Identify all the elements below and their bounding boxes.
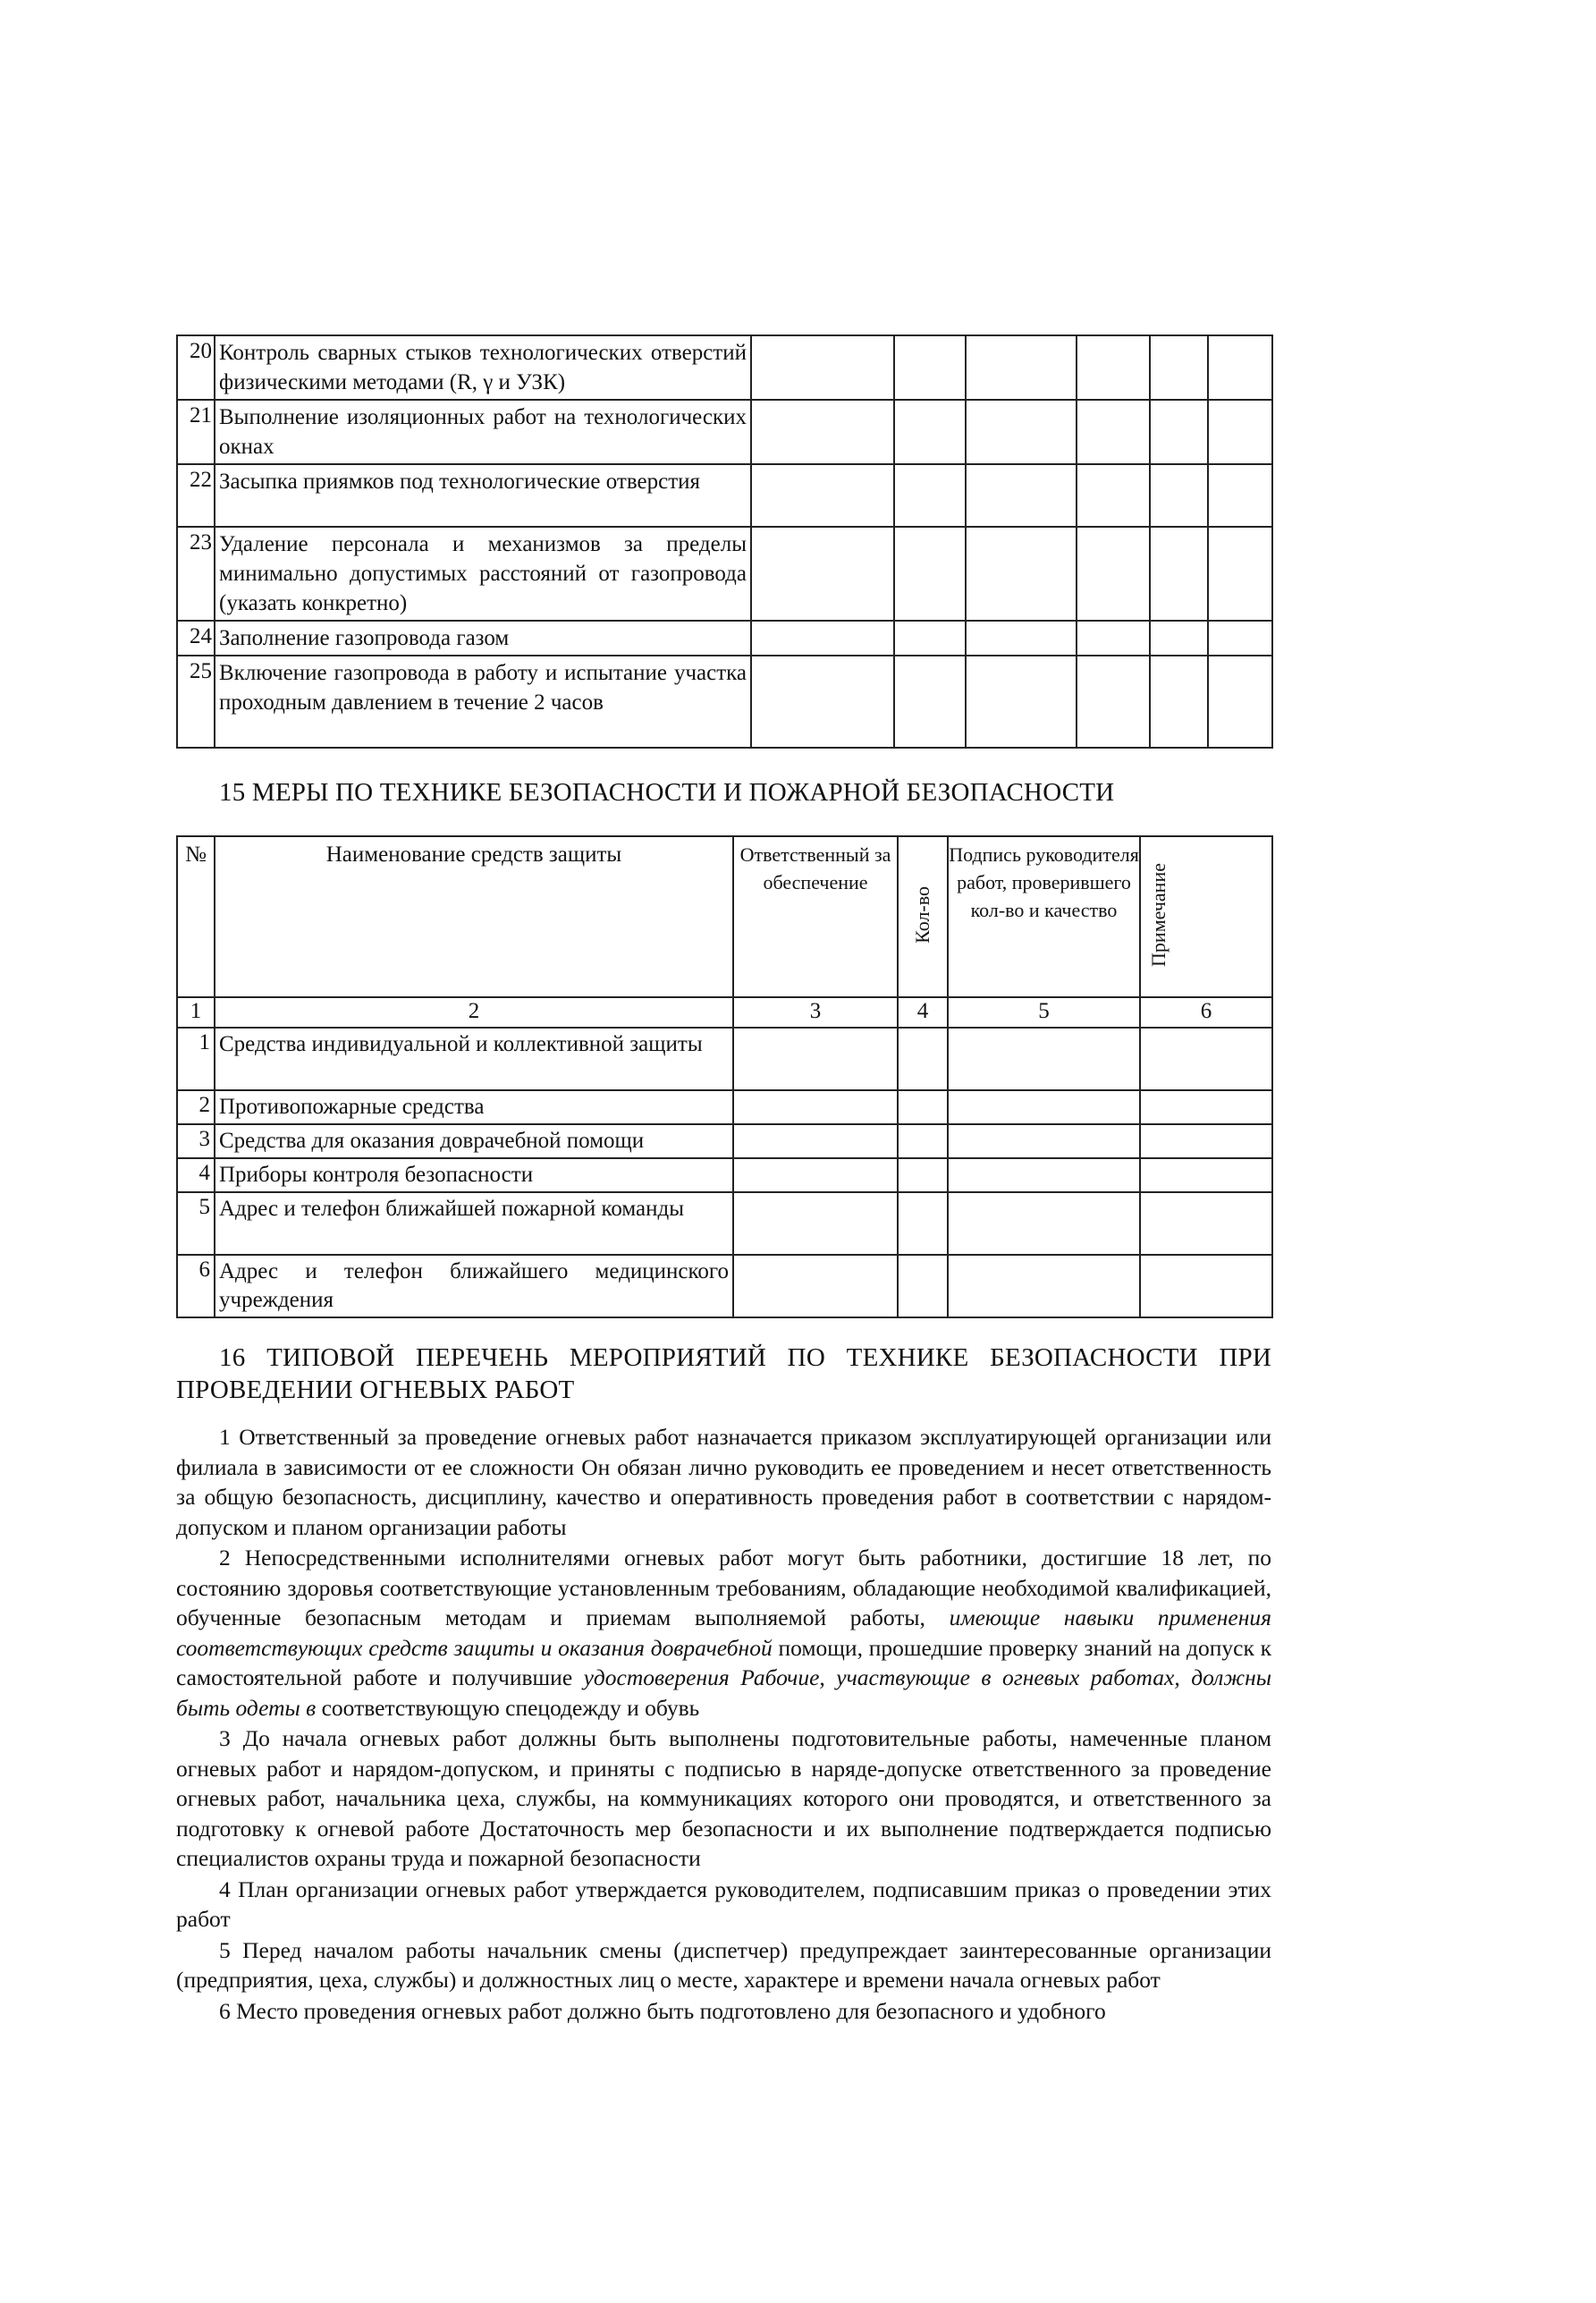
row-number: 5 — [177, 1192, 215, 1255]
empty-cell — [751, 400, 894, 464]
empty-cell — [751, 656, 894, 748]
row-number: 25 — [177, 656, 215, 748]
note-vertical-label: Примечание — [1147, 862, 1170, 967]
col-header-num: № — [177, 836, 215, 997]
row-number: 2 — [177, 1090, 215, 1124]
table-row — [177, 400, 1272, 464]
table-row — [177, 621, 1272, 656]
empty-cell — [751, 464, 894, 527]
empty-cell — [1077, 335, 1150, 400]
row-text: Противопожарные средства — [215, 1090, 733, 1124]
table-row — [177, 464, 1272, 527]
empty-cell — [966, 464, 1077, 527]
empty-cell — [894, 621, 966, 656]
empty-cell — [1140, 1090, 1272, 1124]
col-number: 2 — [215, 997, 733, 1028]
empty-cell — [733, 1028, 898, 1090]
section-16-body — [176, 1422, 1271, 2026]
empty-cell — [733, 1192, 898, 1255]
empty-cell — [894, 335, 966, 400]
row-text: Адрес и телефон ближайшей пожарной команды — [215, 1192, 733, 1255]
empty-cell — [1140, 1255, 1272, 1317]
empty-cell — [966, 527, 1077, 621]
row-number: 3 — [177, 1124, 215, 1158]
empty-cell — [948, 1192, 1140, 1255]
table-row — [177, 656, 1272, 748]
empty-cell — [898, 1124, 948, 1158]
paragraph-2 — [176, 1543, 1271, 1723]
row-number: 1 — [177, 1028, 215, 1090]
col-number: 5 — [948, 997, 1140, 1028]
row-text: Заполнение газопровода газом — [215, 621, 751, 656]
header-row — [177, 836, 1272, 997]
empty-cell — [751, 335, 894, 400]
empty-cell — [898, 1028, 948, 1090]
qty-vertical-label: Кол-во — [911, 885, 933, 944]
paragraph-2-part-e: соответствующую спецодежду и обувь — [316, 1694, 700, 1721]
paragraph-2-italic-b: имеющие навыки применения соответствующих средств защиты и оказания доврачебной — [176, 1604, 1271, 1661]
empty-cell — [1208, 335, 1272, 400]
empty-cell — [1140, 1158, 1272, 1192]
empty-cell — [1140, 1192, 1272, 1255]
empty-cell — [894, 400, 966, 464]
empty-cell — [966, 335, 1077, 400]
col-number: 3 — [733, 997, 898, 1028]
empty-cell — [894, 527, 966, 621]
row-number: 20 — [177, 335, 215, 400]
table-row — [177, 335, 1272, 400]
section-16-heading: 16 ТИПОВОЙ ПЕРЕЧЕНЬ МЕРОПРИЯТИЙ ПО ТЕХНИКЕ БЕЗОПАСНОСТИ ПРИ ПРОВЕДЕНИИ ОГНЕВЫХ РАБОТ — [176, 1343, 1271, 1404]
row-number: 24 — [177, 621, 215, 656]
col-number: 1 — [177, 997, 215, 1028]
empty-cell — [1077, 656, 1150, 748]
empty-cell — [1140, 1028, 1272, 1090]
empty-cell — [733, 1158, 898, 1192]
empty-cell — [733, 1124, 898, 1158]
paragraph-2-part-c: помощи, прошедшие проверку знаний на допуск к самостоятельной работе и получившие — [176, 1634, 1271, 1690]
col-header-qty — [898, 836, 948, 997]
col-number: 6 — [1140, 997, 1272, 1028]
empty-cell — [894, 656, 966, 748]
empty-cell — [966, 621, 1077, 656]
col-header-signature: Подпись руководителя работ, проверившего кол-во и качество — [948, 836, 1140, 997]
empty-cell — [898, 1158, 948, 1192]
empty-cell — [966, 656, 1077, 748]
empty-cell — [948, 1124, 1140, 1158]
row-text: Контроль сварных стыков технологических отверстий физическими методами (R, γ и УЗК) — [215, 335, 751, 400]
col-header-name: Наименование средств защиты — [215, 836, 733, 997]
table-row — [177, 1255, 1272, 1317]
row-text: Засыпка приямков под технологические отверстия — [215, 464, 751, 527]
table-row — [177, 1028, 1272, 1090]
empty-cell — [948, 1028, 1140, 1090]
empty-cell — [1150, 621, 1208, 656]
safety-means-table — [176, 835, 1273, 1318]
row-number: 21 — [177, 400, 215, 464]
paragraph-2-italic-d: удостоверения Рабочие, участвующие в огневых работах, должны быть одеты в — [176, 1664, 1271, 1721]
paragraph-2-part-a: 2 Непосредственными исполнителями огневых работ могут быть работники, достигшие 18 лет, по состоянию здоровья соответствующие установленным требованиям, обладающие необходимой квалификацией, обученные безопасным методам и приемам выполняемой работы, — [176, 1545, 1271, 1630]
table-row — [177, 1192, 1272, 1255]
paragraph-4: 4 План организации огневых работ утверждается руководителем, подписавшим приказ о проведении этих работ — [176, 1875, 1271, 1932]
row-number: 22 — [177, 464, 215, 527]
paragraph-5: 5 Перед началом работы начальник смены (диспетчер) предупреждает заинтересованные организации (предприятия, цеха, службы) и должностных лиц о месте, характере и времени начала огневых работ — [176, 1936, 1271, 1993]
empty-cell — [948, 1090, 1140, 1124]
empty-cell — [898, 1090, 948, 1124]
row-text: Средства индивидуальной и коллективной защиты — [215, 1028, 733, 1090]
row-text: Выполнение изоляционных работ на технологических окнах — [215, 400, 751, 464]
empty-cell — [1150, 527, 1208, 621]
paragraph-3: 3 До начала огневых работ должны быть выполнены подготовительные работы, намеченные планом огневых работ и нарядом-допуском, и приняты с подписью в наряде-допуске ответственного за проведение огневых работ, начальника цеха, службы, на коммуникациях которого они проводятся, и ответственного за подготовку к огневой работе Достаточность мер безопасности и их выполнение подтверждается подписью специалистов охраны труда и пожарной безопасности — [176, 1725, 1271, 1871]
row-number: 23 — [177, 527, 215, 621]
empty-cell — [733, 1255, 898, 1317]
col-number: 4 — [898, 997, 948, 1028]
table-row — [177, 1090, 1272, 1124]
empty-cell — [1208, 621, 1272, 656]
empty-cell — [1077, 400, 1150, 464]
table-row — [177, 527, 1272, 621]
empty-cell — [948, 1255, 1140, 1317]
empty-cell — [1077, 464, 1150, 527]
empty-cell — [733, 1090, 898, 1124]
empty-cell — [1208, 400, 1272, 464]
empty-cell — [1150, 656, 1208, 748]
table-row — [177, 1124, 1272, 1158]
row-text: Адрес и телефон ближайшего медицинского учреждения — [215, 1255, 733, 1317]
empty-cell — [898, 1255, 948, 1317]
empty-cell — [1140, 1124, 1272, 1158]
paragraph-6: 6 Место проведения огневых работ должно быть подготовлено для безопасного и удобного — [219, 1997, 1106, 2024]
empty-cell — [898, 1192, 948, 1255]
empty-cell — [1150, 464, 1208, 527]
empty-cell — [948, 1158, 1140, 1192]
table-row — [177, 1158, 1272, 1192]
empty-cell — [894, 464, 966, 527]
empty-cell — [1150, 400, 1208, 464]
work-steps-table — [176, 334, 1273, 749]
row-text: Удаление персонала и механизмов за пределы минимально допустимых расстояний от газопровода (указать конкретно) — [215, 527, 751, 621]
empty-cell — [966, 400, 1077, 464]
section-15-heading: 15 МЕРЫ ПО ТЕХНИКЕ БЕЗОПАСНОСТИ И ПОЖАРНОЙ БЕЗОПАСНОСТИ — [219, 778, 1115, 807]
row-number: 4 — [177, 1158, 215, 1192]
empty-cell — [1150, 335, 1208, 400]
row-text: Приборы контроля безопасности — [215, 1158, 733, 1192]
empty-cell — [751, 621, 894, 656]
row-number: 6 — [177, 1255, 215, 1317]
empty-cell — [1208, 656, 1272, 748]
empty-cell — [1077, 621, 1150, 656]
row-text: Включение газопровода в работу и испытание участка проходным давлением в течение 2 часов — [215, 656, 751, 748]
empty-cell — [1208, 464, 1272, 527]
col-header-responsible: Ответственный за обеспечение — [733, 836, 898, 997]
empty-cell — [1208, 527, 1272, 621]
empty-cell — [1077, 527, 1150, 621]
row-text: Средства для оказания доврачебной помощи — [215, 1124, 733, 1158]
empty-cell — [751, 527, 894, 621]
col-header-note — [1140, 836, 1272, 997]
column-number-row — [177, 997, 1272, 1028]
paragraph-1: 1 Ответственный за проведение огневых работ назначается приказом эксплуатирующей организации или филиала в зависимости от ее сложности Он обязан лично руководить ее проведением и несет ответственность за общую безопасность, дисциплину, качество и оперативность проведения работ в соответствии с нарядом-допуском и планом организации работы — [176, 1424, 1271, 1540]
